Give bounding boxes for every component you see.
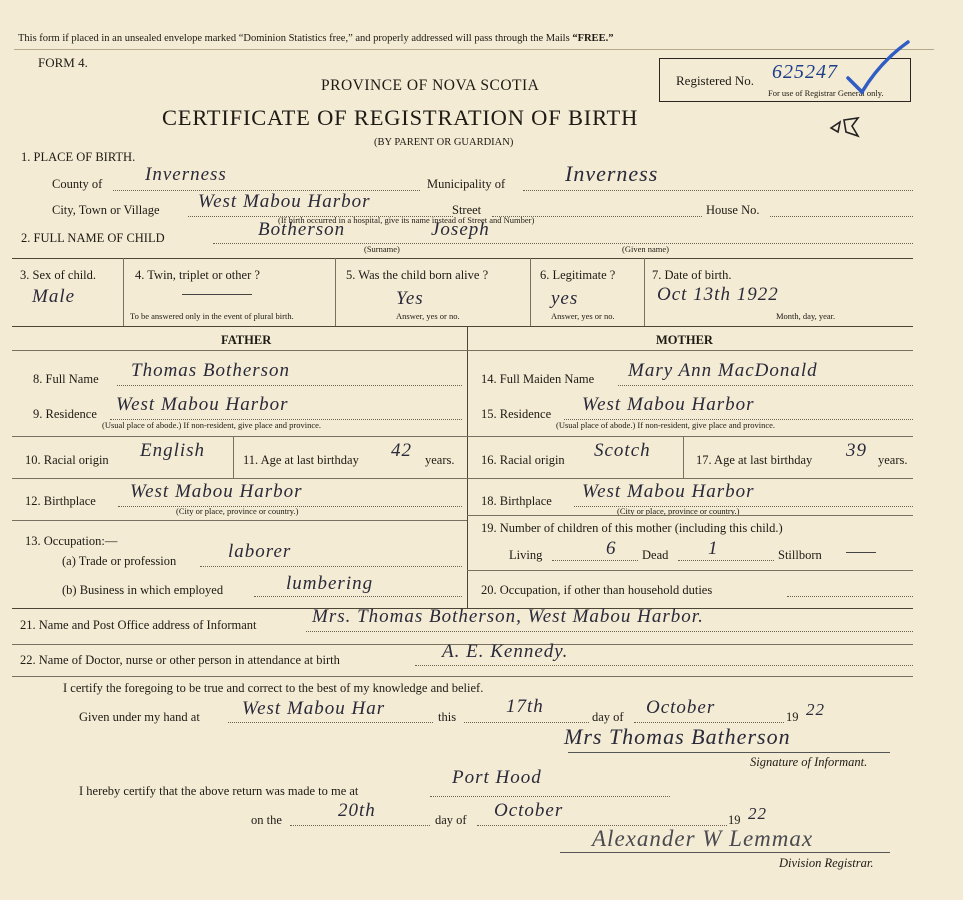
children-count-label: 19. Number of children of this mother (including this child.) (481, 521, 783, 535)
cert-month-line (634, 722, 784, 723)
registrar-day-of-label: day of (435, 813, 467, 827)
mother-heading: MOTHER (656, 333, 713, 347)
informant-signature-line (568, 752, 890, 753)
given-place-value: West Mabou Har (242, 698, 386, 719)
mother-name-label: 14. Full Maiden Name (481, 372, 595, 386)
birth-date-note: Month, day, year. (776, 311, 836, 321)
registrar-statement: I hereby certify that the above return was made to me at (79, 784, 359, 798)
doctor-value: A. E. Kennedy. (442, 641, 569, 662)
father-birthplace-note: (City or place, province or country.) (176, 506, 299, 516)
mother-row-rule-2 (467, 478, 913, 479)
county-label: County of (52, 177, 103, 191)
registrar-month-value: October (494, 800, 564, 821)
registrar-on-label: on the (251, 813, 282, 827)
dead-value: 1 (708, 538, 719, 559)
mother-birthplace-label: 18. Birthplace (481, 494, 552, 508)
province-title: PROVINCE OF NOVA SCOTIA (321, 77, 540, 94)
registrar-signature-caption: Division Registrar. (779, 856, 874, 870)
business-label: (b) Business in which employed (62, 583, 224, 597)
parents-center-divider (467, 326, 468, 608)
mother-row-rule-4 (467, 570, 913, 571)
birth-date-value: Oct 13th 1922 (657, 284, 779, 305)
twin-dash (182, 294, 252, 295)
registrar-year-prefix: 19 (728, 813, 741, 827)
mother-birthplace-note: (City or place, province or country.) (617, 506, 740, 516)
parents-heading-rule (12, 350, 913, 351)
dead-label: Dead (642, 548, 669, 562)
registered-number: 625247 (772, 61, 838, 83)
trade-line (200, 566, 462, 567)
given-name-caption: (Given name) (622, 244, 669, 254)
father-name-label: 8. Full Name (33, 372, 99, 386)
municipality-line (523, 190, 913, 191)
father-years-label: years. (425, 453, 455, 467)
informant-signature-caption: Signature of Informant. (750, 755, 868, 769)
father-age-label: 11. Age at last birthday (243, 453, 359, 467)
given-place-line (228, 722, 433, 723)
informant-value: Mrs. Thomas Botherson, West Mabou Harbor. (312, 606, 704, 627)
hospital-note: (If birth occurred in a hospital, give its name instead of Street and Number) (278, 215, 535, 225)
informant-signature: Mrs Thomas Batherson (564, 724, 791, 749)
birth-date-label: 7. Date of birth. (652, 268, 732, 282)
sex-label: 3. Sex of child. (20, 268, 97, 282)
details-divider-3 (530, 258, 531, 326)
place-of-birth-heading: 1. PLACE OF BIRTH. (21, 150, 136, 164)
registrar-signature-line (560, 852, 890, 853)
occupation-label: 13. Occupation:— (25, 534, 118, 548)
registrar-day-value: 20th (338, 800, 376, 821)
details-divider-1 (123, 258, 124, 326)
parents-top-border (12, 326, 913, 327)
registrar-year-value: 22 (748, 804, 767, 823)
doctor-line (415, 665, 913, 666)
doctor-rule (12, 676, 913, 677)
child-name-label: 2. FULL NAME OF CHILD (21, 231, 165, 245)
mother-name-line (618, 385, 913, 386)
father-birthplace-value: West Mabou Harbor (130, 481, 303, 502)
mother-row-rule-1 (467, 436, 913, 437)
business-value: lumbering (286, 573, 374, 594)
father-name-value: Thomas Botherson (131, 360, 291, 381)
registrar-day-line (290, 825, 430, 826)
cert-day-line (464, 722, 589, 723)
father-racial-value: English (140, 440, 206, 461)
living-value: 6 (606, 538, 617, 559)
alive-label: 5. Was the child born alive ? (346, 268, 489, 282)
registered-label: Registered No. (676, 73, 754, 88)
living-label: Living (509, 548, 543, 562)
city-value: West Mabou Harbor (198, 191, 371, 212)
cert-month-value: October (646, 697, 716, 718)
details-top-border (12, 258, 913, 259)
municipality-label: Municipality of (427, 177, 506, 191)
county-value: Inverness (145, 164, 227, 185)
mail-notice-text: This form if placed in an unsealed envelope marked “Dominion Statistics free,” and properly addressed will pass through the Mails (18, 33, 570, 44)
child-surname: Botherson (258, 219, 346, 240)
dead-line (678, 560, 774, 561)
cert-year-value: 22 (806, 700, 825, 719)
form-number: FORM 4. (38, 55, 88, 70)
mother-row-rule-3 (467, 515, 913, 516)
mother-age-divider (683, 436, 684, 478)
mother-age-label: 17. Age at last birthday (696, 453, 813, 467)
sex-value: Male (32, 286, 76, 307)
father-residence-label: 9. Residence (33, 407, 97, 421)
legitimate-value: yes (551, 288, 579, 309)
registrar-place-line (430, 796, 670, 797)
twin-label: 4. Twin, triplet or other ? (135, 268, 260, 282)
father-row-rule-2 (12, 478, 467, 479)
father-racial-label: 10. Racial origin (25, 453, 109, 467)
mother-racial-value: Scotch (594, 440, 651, 461)
father-heading: FATHER (221, 333, 272, 347)
business-line (254, 596, 462, 597)
city-label: City, Town or Village (52, 203, 160, 217)
twin-note: To be answered only in the event of plural birth. (130, 311, 294, 321)
father-residence-note: (Usual place of abode.) If non-resident, give place and province. (102, 420, 322, 430)
blue-check-mark-icon (842, 40, 912, 100)
mail-notice-free: “FREE.” (572, 33, 614, 44)
mother-age-value: 39 (846, 440, 867, 461)
alive-value: Yes (396, 288, 424, 309)
stamp-mark-icon (828, 114, 862, 140)
cert-day-value: 17th (506, 696, 544, 717)
mail-notice (18, 33, 613, 44)
house-no-label: House No. (706, 203, 760, 217)
informant-label: 21. Name and Post Office address of Informant (20, 618, 257, 632)
child-name-line (213, 243, 913, 244)
surname-caption: (Surname) (364, 244, 400, 254)
certificate-title: CERTIFICATE OF REGISTRATION OF BIRTH (162, 105, 639, 130)
mother-birthplace-value: West Mabou Harbor (582, 481, 755, 502)
trade-label: (a) Trade or profession (62, 554, 177, 568)
stillborn-dash (846, 552, 876, 553)
cert-day-of-label: day of (592, 710, 624, 724)
house-line (770, 216, 913, 217)
father-age-value: 42 (391, 440, 412, 461)
informant-line (306, 631, 913, 632)
trade-value: laborer (228, 541, 292, 562)
father-age-divider (233, 436, 234, 478)
street-label: Street (452, 203, 482, 217)
father-row-rule-1 (12, 436, 467, 437)
legitimate-label: 6. Legitimate ? (540, 268, 616, 282)
registrar-signature: Alexander W Lemmax (592, 826, 814, 851)
mother-occupation-label: 20. Occupation, if other than household duties (481, 583, 713, 597)
doctor-label: 22. Name of Doctor, nurse or other person in attendance at birth (20, 653, 340, 667)
father-row-rule-3 (12, 520, 467, 521)
cert-year-prefix: 19 (786, 710, 799, 724)
father-name-line (117, 385, 462, 386)
mother-residence-value: West Mabou Harbor (582, 394, 755, 415)
mother-name-value: Mary Ann MacDonald (628, 360, 818, 381)
details-divider-2 (335, 258, 336, 326)
certify-statement: I certify the foregoing to be true and correct to the best of my knowledge and belief. (63, 681, 484, 695)
living-line (552, 560, 638, 561)
mother-racial-label: 16. Racial origin (481, 453, 565, 467)
municipality-value: Inverness (565, 161, 659, 186)
child-given-name: Joseph (431, 219, 490, 240)
stillborn-label: Stillborn (778, 548, 822, 562)
mother-residence-label: 15. Residence (481, 407, 552, 421)
registrar-place-value: Port Hood (452, 767, 542, 788)
mother-residence-note: (Usual place of abode.) If non-resident, give place and province. (556, 420, 776, 430)
registrar-general-note: For use of Registrar General only. (768, 88, 884, 98)
mother-years-label: years. (878, 453, 908, 467)
legitimate-note: Answer, yes or no. (551, 311, 615, 321)
mother-occupation-line (787, 596, 913, 597)
certificate-subtitle: (BY PARENT OR GUARDIAN) (374, 137, 514, 148)
alive-note: Answer, yes or no. (396, 311, 460, 321)
details-divider-4 (644, 258, 645, 326)
father-residence-value: West Mabou Harbor (116, 394, 289, 415)
top-rule (14, 49, 934, 50)
given-label: Given under my hand at (79, 710, 200, 724)
father-birthplace-label: 12. Birthplace (25, 494, 96, 508)
this-label: this (438, 710, 457, 724)
